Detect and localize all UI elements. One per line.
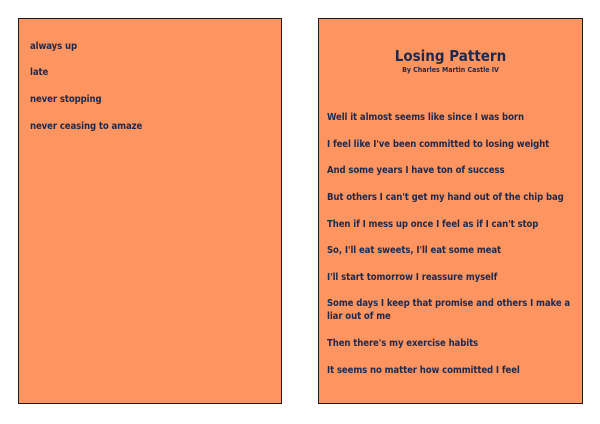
- poem-title: Losing Pattern: [394, 47, 507, 65]
- poem-line: And some years I have ton of success: [327, 165, 505, 176]
- left-page: [18, 18, 282, 404]
- poem-line: It seems no matter how committed I feel: [327, 365, 520, 376]
- poem-line: always up: [30, 41, 77, 52]
- right-page: [318, 18, 583, 404]
- poem-author: By Charles Martin Castle IV: [402, 66, 499, 74]
- poem-line: never stopping: [30, 94, 102, 105]
- poem-line: But others I can't get my hand out of the chip bag: [327, 192, 564, 203]
- poem-line: late: [30, 67, 49, 78]
- poem-line: So, I'll eat sweets, I'll eat some meat: [327, 245, 502, 256]
- poem-line: Then there's my exercise habits: [327, 338, 479, 349]
- poem-line: Some days I keep that promise and others I make a liar out of me: [327, 298, 571, 322]
- poem-line: I feel like I've been committed to losing weight: [327, 139, 550, 150]
- poem-line: Well it almost seems like since I was born: [327, 112, 524, 123]
- poem-line: I'll start tomorrow I reassure myself: [327, 272, 498, 283]
- poem-line: never ceasing to amaze: [30, 121, 143, 132]
- poem-line: Then if I mess up once I feel as if I can't stop: [327, 219, 539, 230]
